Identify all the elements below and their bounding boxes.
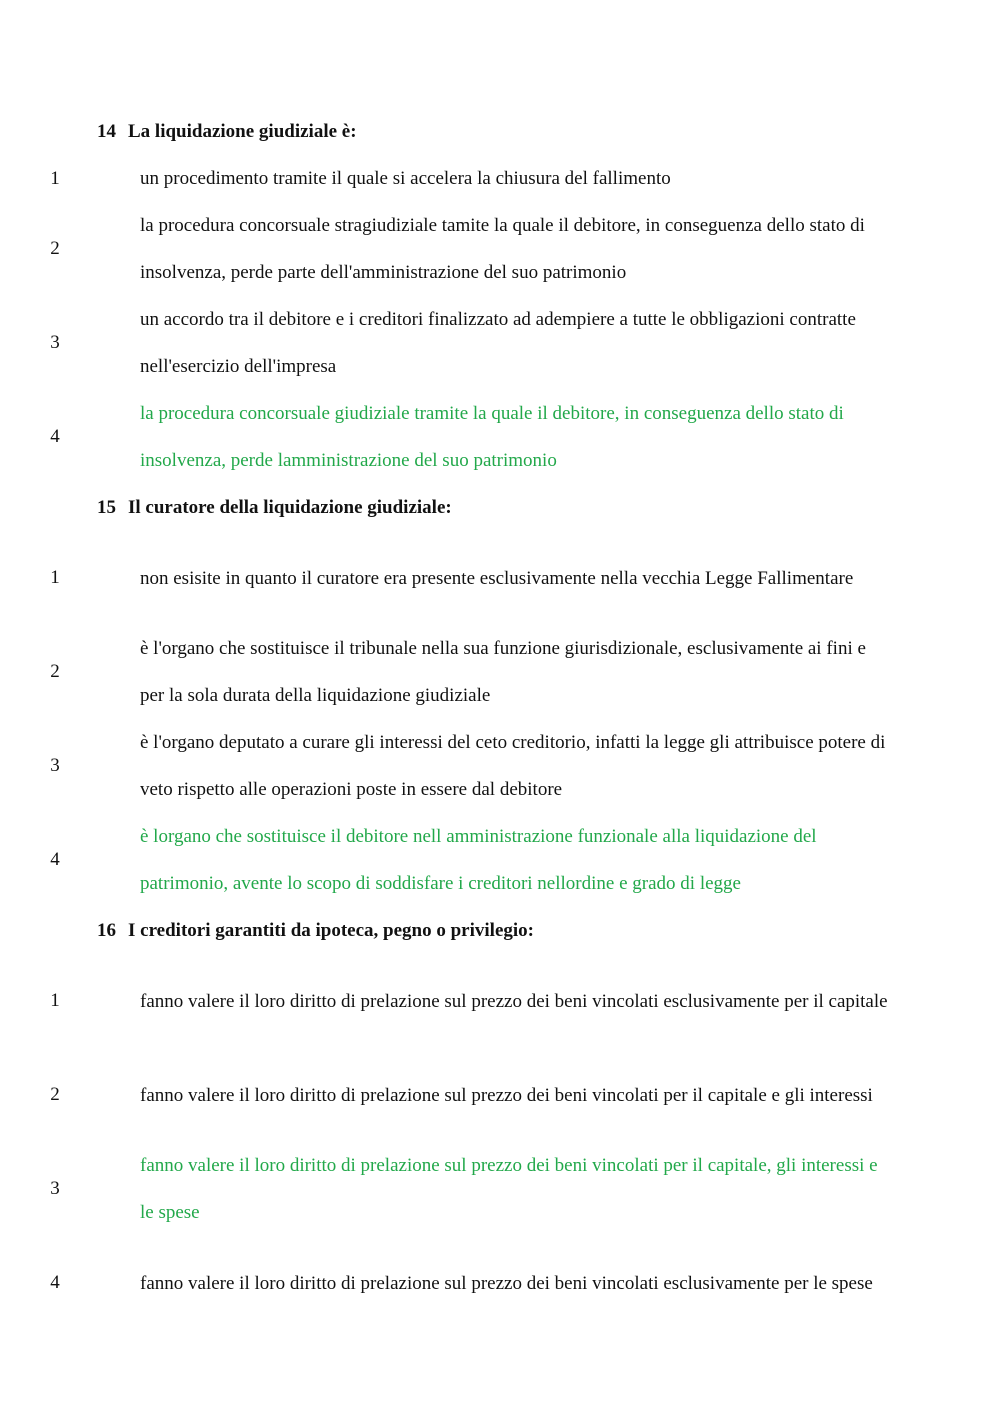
answer-text: fanno valere il loro diritto di prelazione sul prezzo dei beni vincolati per il capitale e gli interessi [140,1084,873,1106]
answer-text: un accordo tra il debitore e i creditori finalizzato ad adempiere a tutte le obbligazioni contratte nell'esercizio dell'impresa [140,309,856,377]
answer-number: 3 [50,332,60,353]
answer-15-4-correct [0,813,1000,907]
answer-text: non esisite in quanto il curatore era presente esclusivamente nella vecchia Legge Fallimentare [140,567,854,589]
question-text: La liquidazione giudiziale è: [128,120,357,142]
answer-14-1 [0,155,1000,202]
answer-number: 1 [50,567,60,588]
answer-number: 2 [50,661,60,682]
answer-14-4-correct [0,390,1000,484]
question-text: I creditori garantiti da ipoteca, pegno o privilegio: [128,919,534,941]
answer-14-2 [0,202,1000,296]
question-15 [0,484,1000,531]
question-14 [0,108,1000,155]
answer-text: la procedura concorsuale giudiziale tramite la quale il debitore, in conseguenza dello stato di insolvenza, perde lamministrazione del suo patrimonio [140,403,844,471]
question-number: 15 [97,496,116,518]
answer-number: 3 [50,1178,60,1199]
answer-text: è l'organo che sostituisce il tribunale nella sua funzione giurisdizionale, esclusivamente ai fini e per la sola durata della liquidazione giudiziale [140,638,866,706]
answer-15-1 [0,531,1000,625]
question-number: 16 [97,919,116,941]
answer-15-2 [0,625,1000,719]
answer-text: è l'organo deputato a curare gli interessi del ceto creditorio, infatti la legge gli attribuisce potere di veto rispetto alle operazioni poste in essere dal debitore [140,732,886,800]
answer-14-3 [0,296,1000,390]
question-text: Il curatore della liquidazione giudiziale: [128,496,452,518]
answer-text: è lorgano che sostituisce il debitore nell amministrazione funzionale alla liquidazione del patrimonio, avente lo scopo di soddisfare i creditori nellordine e grado di legge [140,826,817,894]
question-number: 14 [97,120,116,142]
answer-number: 4 [50,426,60,447]
answer-number: 4 [50,1272,60,1293]
answer-16-4 [0,1236,1000,1330]
answer-number: 2 [50,238,60,259]
answer-text: un procedimento tramite il quale si accelera la chiusura del fallimento [140,168,671,189]
answer-16-2 [0,1048,1000,1142]
answer-number: 2 [50,1084,60,1105]
answer-16-3-correct [0,1142,1000,1236]
quiz-page [0,108,1000,1330]
answer-text: fanno valere il loro diritto di prelazione sul prezzo dei beni vincolati esclusivamente per le spese [140,1272,873,1294]
answer-number: 1 [50,990,60,1011]
answer-text: la procedura concorsuale stragiudiziale tamite la quale il debitore, in conseguenza dello stato di insolvenza, perde parte dell'amministrazione del suo patrimonio [140,215,865,283]
answer-15-3 [0,719,1000,813]
answer-16-1 [0,954,1000,1048]
answer-text: fanno valere il loro diritto di prelazione sul prezzo dei beni vincolati per il capitale, gli interessi e le spese [140,1155,878,1223]
answer-number: 3 [50,755,60,776]
answer-number: 1 [50,167,60,189]
answer-number: 4 [50,849,60,870]
answer-text: fanno valere il loro diritto di prelazione sul prezzo dei beni vincolati esclusivamente per il capitale [140,990,888,1012]
question-16 [0,907,1000,954]
